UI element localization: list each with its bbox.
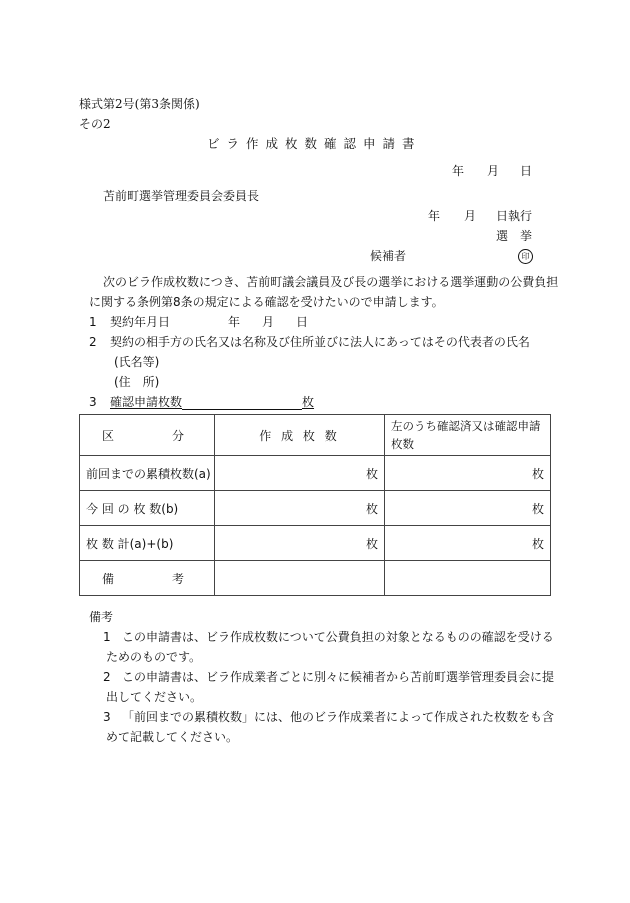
unit-mai: 枚 [365,536,378,551]
row-label-total: 枚 数 計(a)+(b) [80,526,215,561]
row-total-created[interactable] [215,526,385,561]
table-row [80,491,551,526]
note-3-line-2: めて記載してください。 [106,730,239,744]
row-remarks-confirmed[interactable] [385,561,551,596]
table-row [80,526,551,561]
row-label-previous: 前回までの累積枚数(a) [80,456,215,491]
intro-line-1: 次のビラ作成枚数につき、苫前町議会議員及び長の選挙における選挙運動の公費負担 [103,275,559,289]
item-1-month: 月 [262,315,275,329]
candidate-label: 候補者 [370,249,407,263]
item-3-number: 3 [89,395,97,409]
item-2-name-field: (氏名等) [114,355,160,369]
form-number-label: 様式第2号(第3条関係) [79,97,200,111]
note-1-line-2: ためのものです。 [106,650,202,664]
table-header-created: 作 成 枚 数 [215,415,385,456]
election-label: 選 挙 [496,229,533,243]
election-month: 月 [464,209,477,223]
note-1-number: 1 [103,630,111,644]
row-label-remarks: 備 考 [80,561,215,596]
row-previous-created[interactable] [215,456,385,491]
seal-mark-text: 印 [518,249,533,264]
note-2-line-2: 出してください。 [106,690,203,704]
row-label-current: 今 回 の 枚 数(b) [80,491,215,526]
date-year: 年 [452,164,465,178]
row-current-created[interactable] [215,491,385,526]
item-3-row [110,394,314,410]
election-year: 年 [428,209,441,223]
unit-mai: 枚 [531,501,544,516]
form-sub-label: その2 [79,117,111,131]
unit-mai: 枚 [531,466,544,481]
item-2-label: 契約の相手方の氏名又は名称及び住所並びに法人にあってはその代表者の氏名 [110,335,530,349]
note-3-number: 3 [103,710,111,724]
count-table [79,414,551,596]
table-row [80,561,551,596]
row-total-confirmed[interactable] [385,526,551,561]
document-title: ビラ作成枚数確認申請書 [207,136,422,151]
seal-mark-icon [518,248,533,264]
item-1-number: 1 [89,315,97,329]
item-2-number: 2 [89,335,97,349]
date-month: 月 [487,164,500,178]
table-header-category: 区 分 [80,415,215,456]
row-remarks-created[interactable] [215,561,385,596]
table-row [80,456,551,491]
table-header-row [80,415,551,456]
row-current-confirmed[interactable] [385,491,551,526]
row-previous-confirmed[interactable] [385,456,551,491]
item-3-unit: 枚 [302,395,315,409]
table-header-confirmed: 左のうち確認済又は確認申請枚数 [385,415,551,456]
note-1-line-1: この申請書は、ビラ作成枚数について公費負担の対象となるものの確認を受ける [122,630,554,644]
unit-mai: 枚 [365,466,378,481]
note-2-line-1: この申請書は、ビラ作成業者ごとに別々に候補者から苫前町選挙管理委員会に提 [122,670,555,684]
item-1-label: 契約年月日 [110,315,171,329]
election-day-exec: 日執行 [496,209,533,223]
note-3-line-1: 「前回までの累積枚数」には、他のビラ作成業者によって作成された枚数をも含 [122,710,555,724]
unit-mai: 枚 [531,536,544,551]
intro-line-2: に関する条例第8条の規定による確認を受けたいので申請します。 [89,295,444,309]
note-2-number: 2 [103,670,111,684]
recipient: 苫前町選挙管理委員会委員長 [103,189,260,203]
unit-mai: 枚 [365,501,378,516]
date-day: 日 [520,164,533,178]
item-1-year: 年 [228,315,241,329]
notes-heading: 備考 [89,610,114,624]
item-3-blank[interactable] [182,396,302,410]
item-3-label: 確認申請枚数 [110,395,183,409]
item-2-address-field: (住 所) [114,375,160,389]
item-1-day: 日 [296,315,309,329]
